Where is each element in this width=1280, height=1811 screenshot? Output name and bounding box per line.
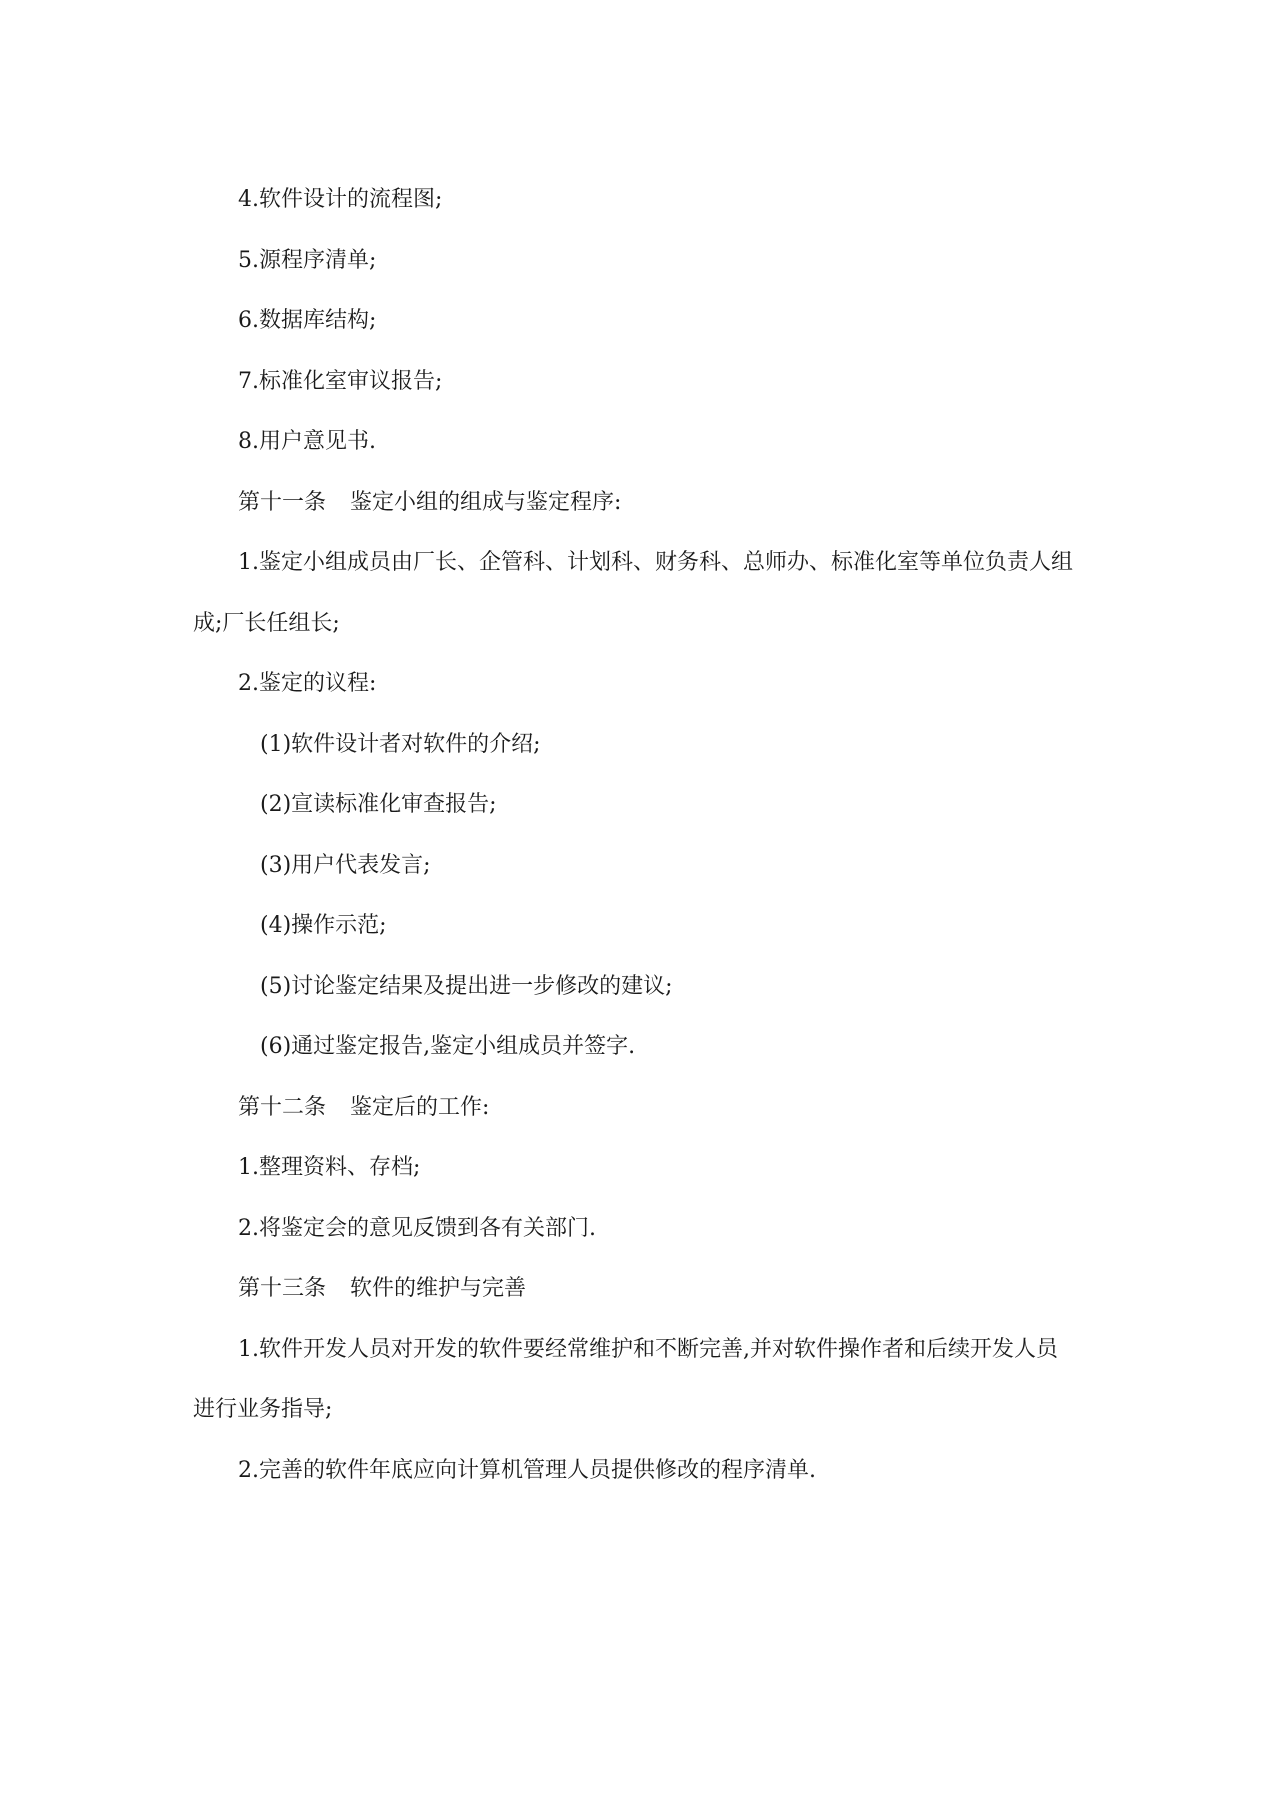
list-item-review-report: 7.标准化室审议报告;	[238, 368, 443, 394]
article-13-heading	[193, 1259, 1093, 1320]
article-12-heading	[193, 1078, 1093, 1139]
agenda-item-6: (6)通过鉴定报告,鉴定小组成员并签字.	[260, 1034, 636, 1059]
article-11-item-1: 1.鉴定小组成员由厂长、企管科、计划科、财务科、总师办、标准化室等单位负责人组	[238, 550, 1073, 575]
article-13-item-1: 1.软件开发人员对开发的软件要经常维护和不断完善,并对软件操作者和后续开发人员	[238, 1336, 1058, 1362]
article-title: 软件的维护与完善	[350, 1276, 527, 1301]
list-item-database-structure: 6.数据库结构;	[238, 308, 377, 333]
agenda-item-2: (2)宣读标准化审查报告;	[260, 792, 497, 817]
list-item-source-listing: 5.源程序清单;	[238, 247, 377, 273]
agenda-item-4: (4)操作示范;	[260, 913, 387, 938]
article-12-item-1: 1.整理资料、存档;	[238, 1155, 421, 1180]
article-title: 鉴定后的工作:	[350, 1094, 490, 1120]
article-number: 第十二条	[238, 1094, 327, 1120]
agenda-item-5: (5)讨论鉴定结果及提出进一步修改的建议;	[260, 973, 673, 999]
agenda-item-1: (1)软件设计者对软件的介绍;	[260, 731, 541, 757]
article-11-item-1-continued: 成;厂长任组长;	[193, 610, 340, 636]
article-13-item-1-continued: 进行业务指导;	[193, 1397, 333, 1422]
article-11-item-2: 2.鉴定的议程:	[238, 671, 377, 696]
article-12-item-2: 2.将鉴定会的意见反馈到各有关部门.	[238, 1215, 596, 1241]
article-11-heading	[193, 473, 1093, 534]
list-item-flowchart: 4.软件设计的流程图;	[238, 187, 443, 212]
list-item-user-feedback: 8.用户意见书.	[238, 429, 376, 454]
article-13-item-2: 2.完善的软件年底应向计算机管理人员提供修改的程序清单.	[238, 1457, 816, 1483]
document-body	[193, 170, 1093, 1501]
article-number: 第十三条	[238, 1276, 327, 1301]
article-title: 鉴定小组的组成与鉴定程序:	[350, 489, 622, 515]
agenda-item-3: (3)用户代表发言;	[260, 852, 431, 878]
article-number: 第十一条	[238, 489, 327, 515]
